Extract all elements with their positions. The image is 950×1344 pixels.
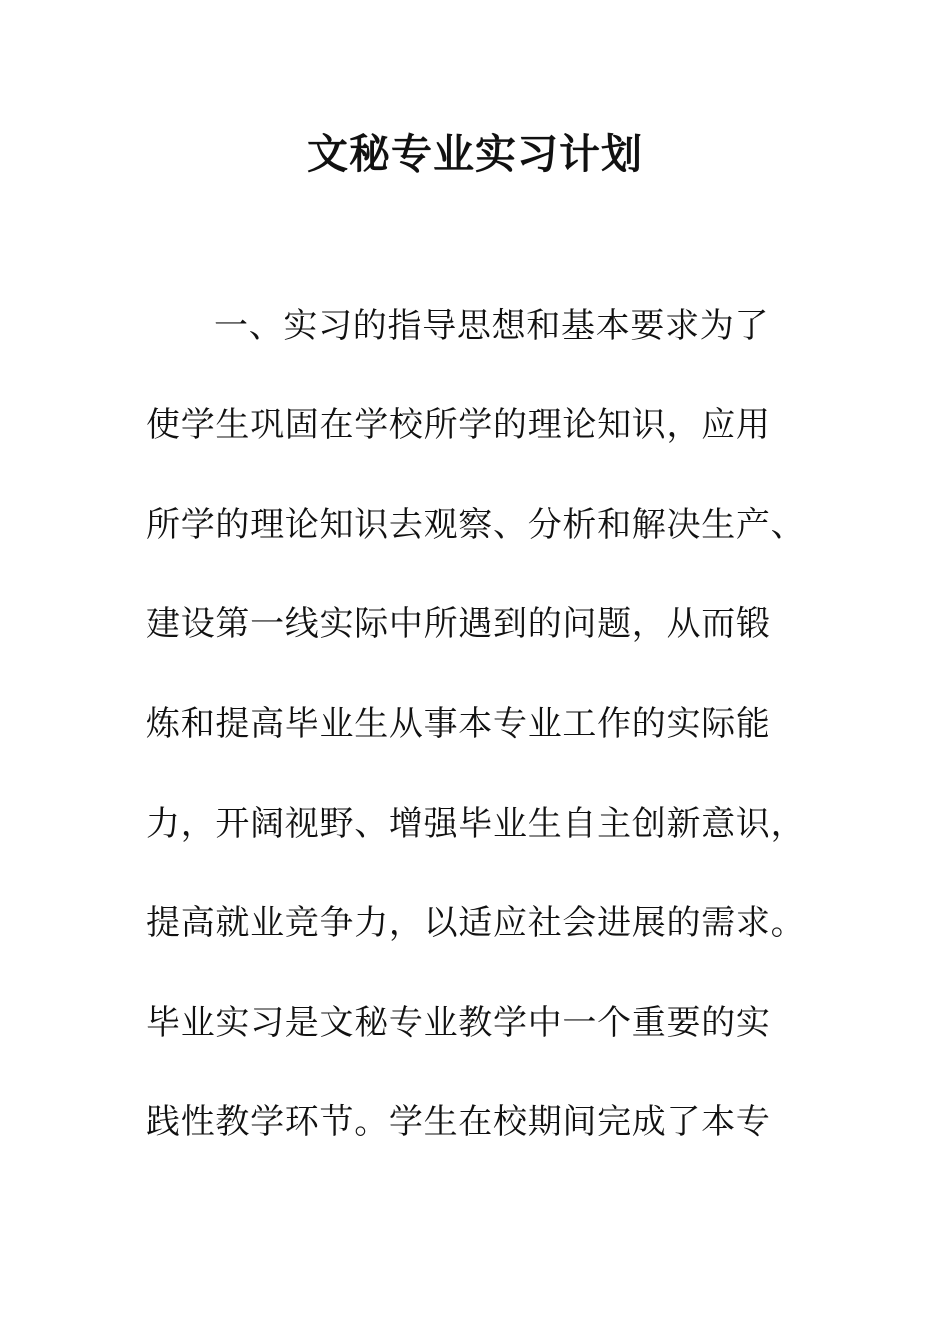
paragraph-line-7: 提高就业竞争力，以适应社会进展的需求。 [146, 903, 806, 943]
paragraph-line-2: 使学生巩固在学校所学的理论知识，应用 [146, 405, 771, 445]
paragraph-line-1: 一、实习的指导思想和基本要求为了 [214, 306, 770, 346]
paragraph-line-8: 毕业实习是文秘专业教学中一个重要的实 [146, 1003, 771, 1043]
paragraph-line-5: 炼和提高毕业生从事本专业工作的实际能 [146, 704, 771, 744]
paragraph-line-4: 建设第一线实际中所遇到的问题，从而锻 [146, 604, 771, 644]
paragraph-line-6: 力，开阔视野、增强毕业生自主创新意识， [146, 804, 806, 844]
paragraph-line-9: 践性教学环节。学生在校期间完成了本专 [146, 1102, 771, 1142]
document-title: 文秘专业实习计划 [307, 130, 643, 178]
paragraph-line-3: 所学的理论知识去观察、分析和解决生产、 [146, 505, 806, 545]
